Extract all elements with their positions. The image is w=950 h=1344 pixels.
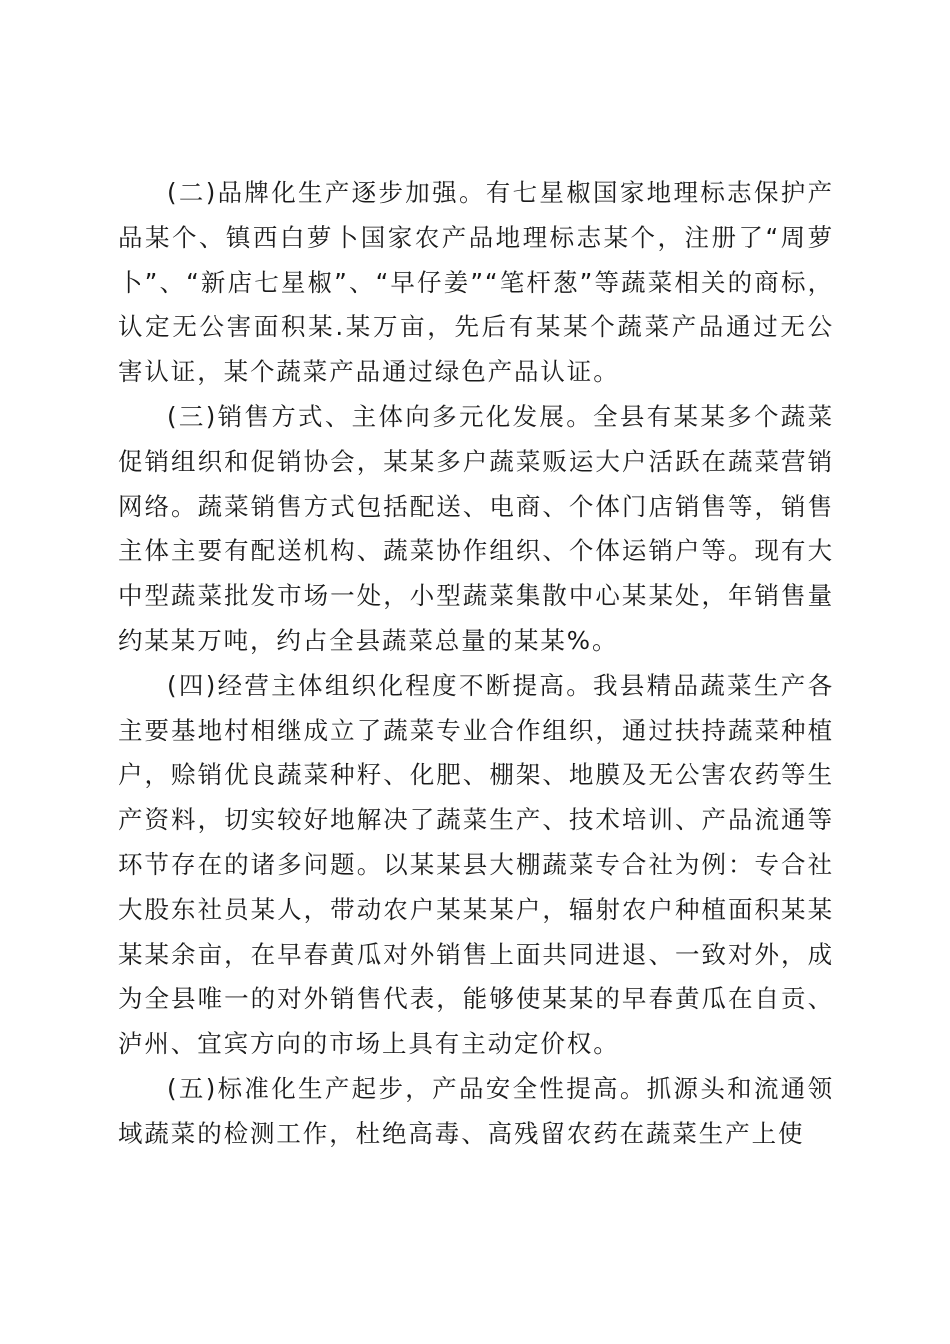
paragraph-sales-diversification: (三)销售方式、主体向多元化发展。全县有某某多个蔬菜促销组织和促销协会，某某多户蔬菜贩运大户活跃在蔬菜营销网络。蔬菜销售方式包括配送、电商、个体门店销售等，销售主体主要有配送机构、蔬菜协作组织、个体运销户等。现有大中型蔬菜批发市场一处，小型蔬菜集散中心某某处，年销售量约某某万吨，约占全县蔬菜总量的某某%。 — [118, 401, 834, 655]
document-body — [118, 171, 834, 1157]
paragraph-standardized-production: (五)标准化生产起步，产品安全性提高。抓源头和流通领域蔬菜的检测工作，杜绝高毒、高残留农药在蔬菜生产上使 — [118, 1073, 834, 1148]
paragraph-brand-production: (二)品牌化生产逐步加强。有七星椒国家地理标志保护产品某个、镇西白萝卜国家农产品地理标志某个，注册了“周萝卜”、“新店七星椒”、“早仔姜”“笔杆葱”等蔬菜相关的商标，认定无公害面积某.某万亩，先后有某某个蔬菜产品通过无公害认证，某个蔬菜产品通过绿色产品认证。 — [118, 178, 834, 387]
paragraph-operator-organization: (四)经营主体组织化程度不断提高。我县精品蔬菜生产各主要基地村相继成立了蔬菜专业合作组织，通过扶持蔬菜种植户，赊销优良蔬菜种籽、化肥、棚架、地膜及无公害农药等生产资料，切实较好地解决了蔬菜生产、技术培训、产品流通等环节存在的诸多问题。以某某县大棚蔬菜专合社为例：专合社大股东社员某人，带动农户某某某户，辐射农户种植面积某某某某余亩，在早春黄瓜对外销售上面共同进退、一致对外，成为全县唯一的对外销售代表，能够使某某的早春黄瓜在自贡、泸州、宜宾方向的市场上具有主动定价权。 — [118, 670, 834, 1059]
